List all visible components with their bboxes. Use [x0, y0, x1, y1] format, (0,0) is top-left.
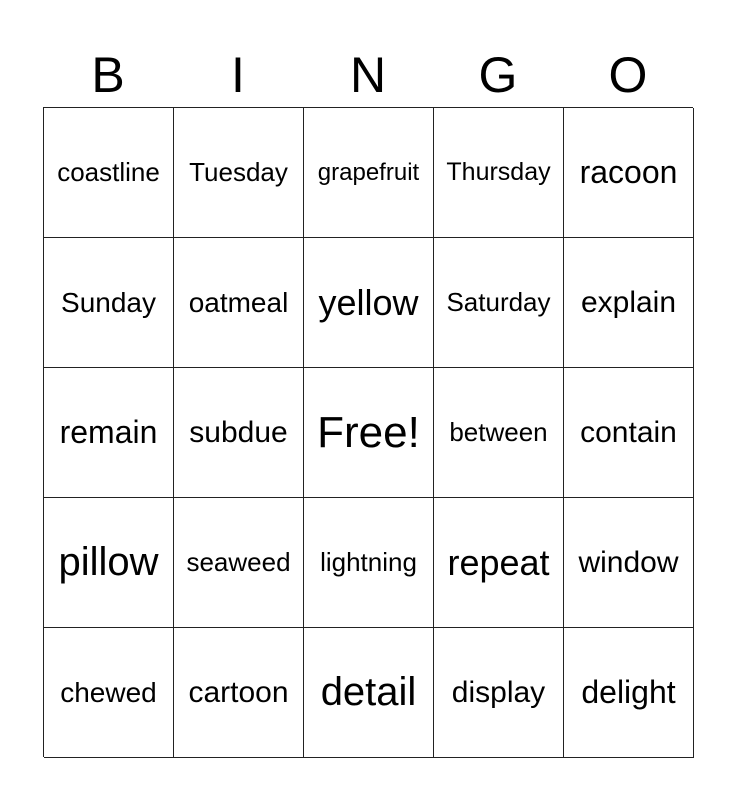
- bingo-cell: display: [434, 628, 564, 758]
- bingo-cell: detail: [304, 628, 434, 758]
- bingo-cell: Thursday: [434, 108, 564, 238]
- bingo-card-grid: [43, 107, 693, 757]
- bingo-cell: Saturday: [434, 238, 564, 368]
- bingo-cell: oatmeal: [174, 238, 304, 368]
- bingo-header: [43, 44, 693, 106]
- bingo-cell: repeat: [434, 498, 564, 628]
- bingo-cell: racoon: [564, 108, 694, 238]
- bingo-cell: explain: [564, 238, 694, 368]
- bingo-cell: window: [564, 498, 694, 628]
- bingo-cell: lightning: [304, 498, 434, 628]
- free-space-cell: Free!: [304, 368, 434, 498]
- bingo-cell: chewed: [44, 628, 174, 758]
- header-letter-g: G: [478, 47, 518, 103]
- bingo-cell: seaweed: [174, 498, 304, 628]
- bingo-cell: between: [434, 368, 564, 498]
- bingo-cell: grapefruit: [304, 108, 434, 238]
- header-letter-i: I: [231, 47, 245, 103]
- bingo-cell: pillow: [44, 498, 174, 628]
- header-letter-b: B: [91, 47, 125, 103]
- bingo-cell: delight: [564, 628, 694, 758]
- bingo-cell: remain: [44, 368, 174, 498]
- bingo-cell: contain: [564, 368, 694, 498]
- header-letter-o: O: [608, 47, 648, 103]
- bingo-cell: Tuesday: [174, 108, 304, 238]
- bingo-cell: Sunday: [44, 238, 174, 368]
- bingo-cell: yellow: [304, 238, 434, 368]
- bingo-cell: coastline: [44, 108, 174, 238]
- bingo-cell: subdue: [174, 368, 304, 498]
- bingo-cell: cartoon: [174, 628, 304, 758]
- header-letter-n: N: [349, 47, 387, 103]
